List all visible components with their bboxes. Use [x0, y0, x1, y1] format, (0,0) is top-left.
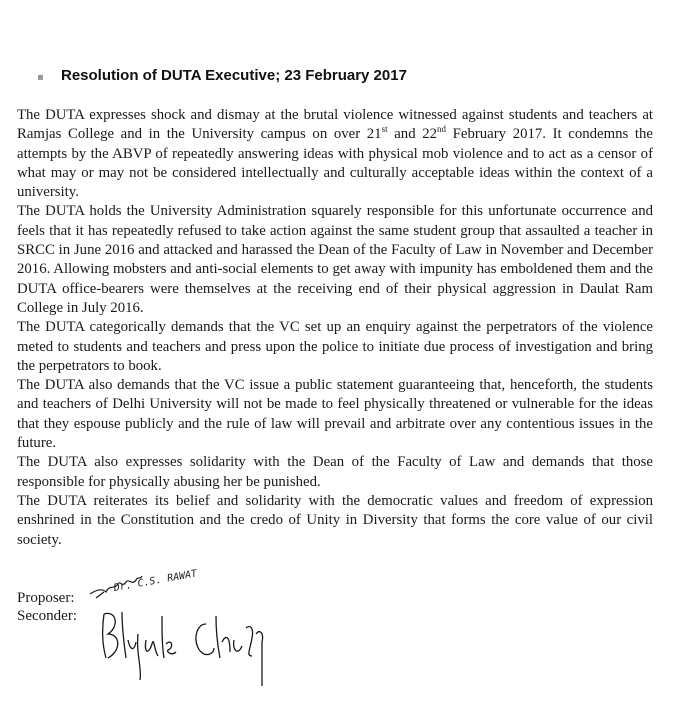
paragraph-1: [17, 106, 653, 202]
seconder-label: Seconder:: [17, 608, 77, 624]
paragraph-3: The DUTA categorically demands that the VC set up an enquiry against the perpetrators of the violence meted to students and teachers and press upon the police to initiate due process of investigation and bring the perpetrators to book.: [17, 319, 653, 374]
seconder-signature: [96, 604, 276, 688]
resolution-body: [17, 106, 653, 550]
paragraph-2: The DUTA holds the University Administration squarely responsible for this unfortunate occurrence and feels that it has repeatedly refused to take action against the same student group that assaulted a teacher in SRCC in June 2016 and attacked and harassed the Dean of the Faculty of Law in November and December 2016. Allowing mobsters and anti-social elements to get away with impunity has emboldened them and the DUTA office-bearers were themselves at the receiving end of their physical aggression in Daulat Ram College in July 2016.: [17, 203, 653, 316]
proposer-label: Proposer:: [17, 590, 75, 606]
ordinal-suffix-2: nd: [437, 124, 447, 135]
paragraph-5: The DUTA also expresses solidarity with the Dean of the Faculty of Law and demands that those responsible for physically abusing her be punished.: [17, 454, 653, 490]
ordinal-suffix-1: st: [381, 124, 388, 135]
paragraph-1-part-b: and 22: [387, 126, 438, 143]
paragraph-1-part-c: February 2017. It condemns the attempts by the ABVP of repeatedly answering ideas with physical mob violence and to act as a censor of what may or may not be considered intellectually and culturally acceptable ideas within the context of a university.: [17, 126, 653, 201]
paragraph-4: The DUTA also demands that the VC issue a public statement guaranteeing that, henceforth, the students and teachers of Delhi University will not be made to feel physically threatened or vulnerable for the ideas that they espouse publicly and the rule of law will prevail and arbitrate over any contentious issues in the future.: [17, 377, 653, 452]
paragraph-6: The DUTA reiterates its belief and solidarity with the democratic values and freedom of expression enshrined in the Constitution and the credo of Unity in Diversity that forms the core value of our civil society.: [17, 492, 653, 548]
paragraph-1-part-a: The DUTA expresses shock and dismay at the brutal violence witnessed against students and teachers at Ramjas College and in the University campus on over 21: [17, 107, 653, 143]
proposer-name: Dr. C.S. RAWAT: [113, 568, 198, 594]
scan-mark: ▪: [37, 72, 44, 83]
document-title: Resolution of DUTA Executive; 23 February 2017: [61, 67, 407, 84]
